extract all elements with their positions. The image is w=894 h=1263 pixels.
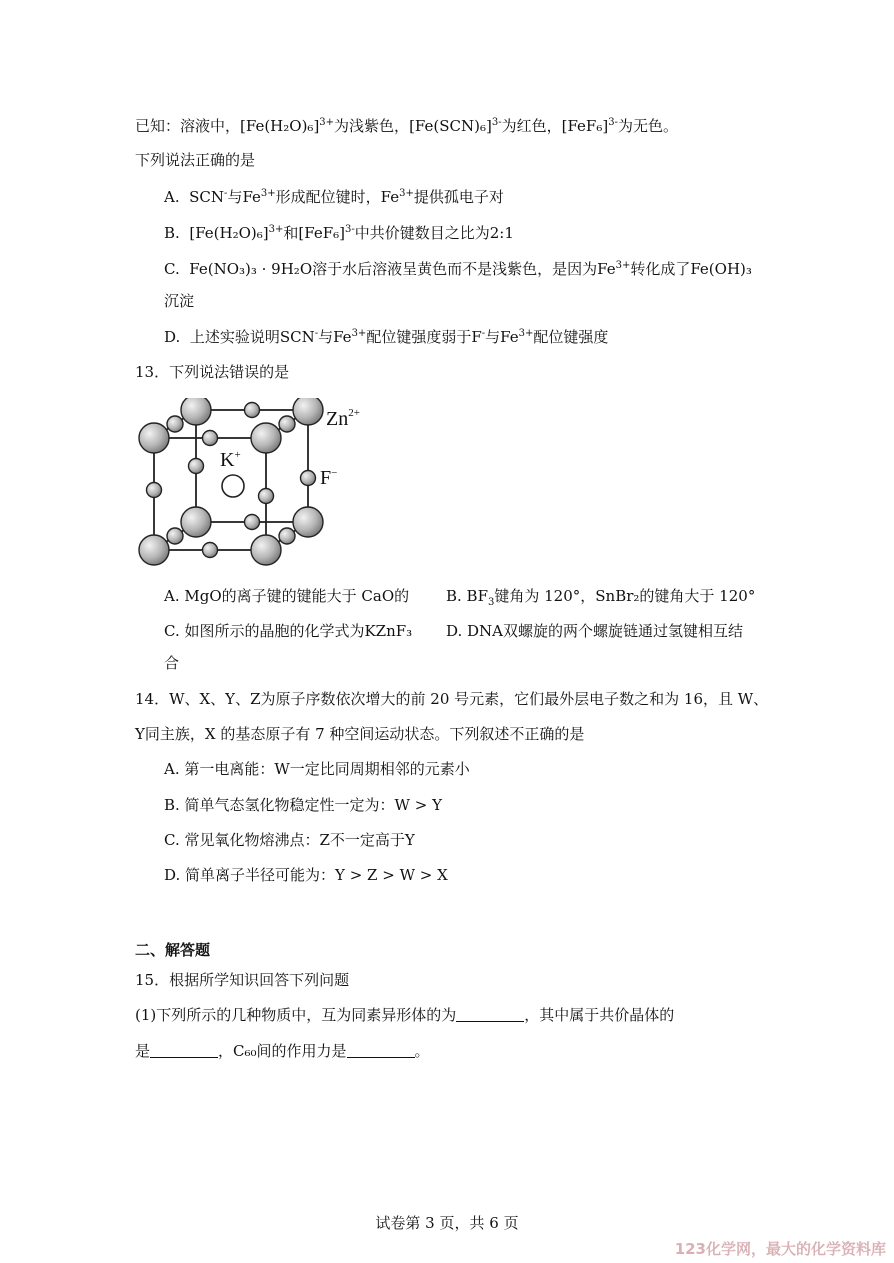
zn-ion — [139, 535, 169, 565]
option-text: 中共价键数目之比为2:1 — [354, 224, 514, 242]
zn-ion — [181, 507, 211, 537]
q13-stem: 13．下列说法错误的是 — [135, 363, 290, 381]
f-ion — [189, 459, 204, 474]
answer-blank[interactable] — [347, 1043, 415, 1058]
zn-ion — [181, 398, 211, 425]
charge-aqua: 3+ — [319, 117, 335, 128]
q14-option-d: D. 简单离子半径可能为：Y > Z > W > X — [164, 866, 448, 884]
f-ion — [147, 483, 162, 498]
superscript: - — [481, 328, 486, 339]
question-text: 。 — [414, 1042, 430, 1060]
k-label: K+ — [220, 449, 241, 471]
charge-fef6: 3- — [608, 117, 618, 128]
subscript: 3 — [488, 597, 495, 608]
f-ion — [279, 416, 295, 432]
option-label: D. — [164, 328, 181, 346]
q13-option-d-continued: 合 — [164, 654, 180, 672]
option-text: 和[FeF₆] — [283, 224, 345, 242]
question-text: ，其中属于共价晶体的 — [524, 1006, 675, 1024]
q14-stem-line1: 14．W、X、Y、Z为原子序数依次增大的前 20 号元素，它们最外层电子数之和为 16，且 W、 — [135, 690, 769, 708]
color-scn: 为红色， — [501, 117, 562, 135]
f-ion — [245, 403, 260, 418]
option-text: [Fe(H₂O)₆] — [189, 224, 269, 242]
question-text: 是 — [135, 1042, 151, 1060]
intro-prefix: 已知：溶液中， — [135, 117, 241, 135]
q14-option-c: C. 常见氧化物熔沸点：Z不一定高于Y — [164, 831, 415, 849]
q12-option-c — [164, 258, 752, 280]
option-label: C. — [164, 260, 180, 278]
option-text: 与Fe — [227, 188, 261, 206]
k-ion — [222, 475, 244, 497]
f-ion — [259, 489, 274, 504]
complex-scn: [Fe(SCN)₆] — [409, 117, 492, 135]
color-fef6: 为无色。 — [617, 117, 678, 135]
page-footer: 试卷第 3 页，共 6 页 — [375, 1214, 519, 1232]
zn-ion — [293, 398, 323, 425]
q13-option-d: D. DNA双螺旋的两个螺旋链通过氢键相互结 — [446, 622, 744, 640]
q15-stem: 15．根据所学知识回答下列问题 — [135, 971, 350, 989]
answer-blank[interactable] — [150, 1043, 218, 1058]
zn-ion — [293, 507, 323, 537]
section-title: 二、解答题 — [135, 941, 211, 959]
q13-option-a: A. MgO的离子键的键能大于 CaO的 — [164, 587, 410, 605]
f-ion — [203, 543, 218, 558]
superscript: 3+ — [518, 328, 534, 339]
q15-part1-line2 — [135, 1040, 430, 1062]
option-text: 上述实验说明SCN — [189, 328, 315, 346]
option-label: B. — [164, 224, 180, 242]
f-label: F− — [320, 467, 338, 489]
q12-question: 下列说法正确的是 — [135, 151, 256, 169]
zn-ion — [139, 423, 169, 453]
zn-ion — [251, 423, 281, 453]
f-ion — [203, 431, 218, 446]
f-ion — [301, 471, 316, 486]
f-ion — [167, 528, 183, 544]
zn-ion — [251, 535, 281, 565]
complex-fef6: [FeF₆] — [561, 117, 609, 135]
crystal-cell-diagram — [136, 398, 376, 568]
q12-option-d — [164, 326, 608, 348]
q13-option-c: C. 如图所示的晶胞的化学式为KZnF₃ — [164, 622, 413, 640]
q13-option-b — [446, 585, 755, 607]
option-text: 提供孤电子对 — [413, 188, 504, 206]
option-text: 键角为 120°，SnBr₂的键角大于 120° — [494, 587, 756, 605]
superscript: 3+ — [260, 188, 276, 199]
option-text: 配位键强度弱于F — [366, 328, 482, 346]
superscript: 3+ — [268, 224, 284, 235]
q14-option-a: A. 第一电离能：W一定比同周期相邻的元素小 — [164, 760, 470, 778]
f-ion — [279, 528, 295, 544]
q14-option-b: B. 简单气态氢化物稳定性一定为：W > Y — [164, 796, 442, 814]
q14-stem-line2: Y同主族，X 的基态原子有 7 种空间运动状态。下列叙述不正确的是 — [135, 725, 585, 743]
q12-option-b — [164, 222, 514, 244]
f-ion — [167, 416, 183, 432]
option-text: SCN — [189, 188, 225, 206]
superscript: 3- — [344, 224, 355, 235]
superscript: 3+ — [399, 188, 414, 199]
option-text: 与Fe — [485, 328, 519, 346]
charge-scn: 3- — [491, 117, 502, 128]
superscript: 3+ — [615, 260, 631, 271]
color-aqua: 为浅紫色， — [334, 117, 410, 135]
option-label: A. — [164, 188, 180, 206]
option-text: 转化成了Fe(OH)₃ — [630, 260, 752, 278]
option-text: 配位键强度 — [533, 328, 609, 346]
superscript: - — [224, 188, 228, 199]
question-text: (1)下列所示的几种物质中，互为同素异形体的为 — [135, 1006, 457, 1024]
watermark: 123化学网，最大的化学资料库 — [674, 1240, 886, 1258]
f-ion — [245, 515, 260, 530]
question-text: ，C₆₀间的作用力是 — [218, 1042, 347, 1060]
option-text: B. BF — [446, 587, 488, 605]
option-text: Fe(NO₃)₃ · 9H₂O溶于水后溶液呈黄色而不是浅紫色，是因为Fe — [189, 260, 616, 278]
option-text: 与Fe — [318, 328, 352, 346]
q15-part1-line1 — [135, 1004, 674, 1026]
superscript: - — [314, 328, 319, 339]
complex-aqua: [Fe(H₂O)₆] — [240, 117, 320, 135]
answer-blank[interactable] — [456, 1007, 524, 1022]
option-text: 形成配位键时，Fe — [275, 188, 400, 206]
zn-label: $Zn^{2+}$ — [326, 407, 360, 430]
superscript: 3+ — [351, 328, 367, 339]
intro-known-line — [135, 115, 678, 137]
q12-option-c-continued: 沉淀 — [164, 292, 195, 310]
q12-option-a — [164, 186, 504, 208]
